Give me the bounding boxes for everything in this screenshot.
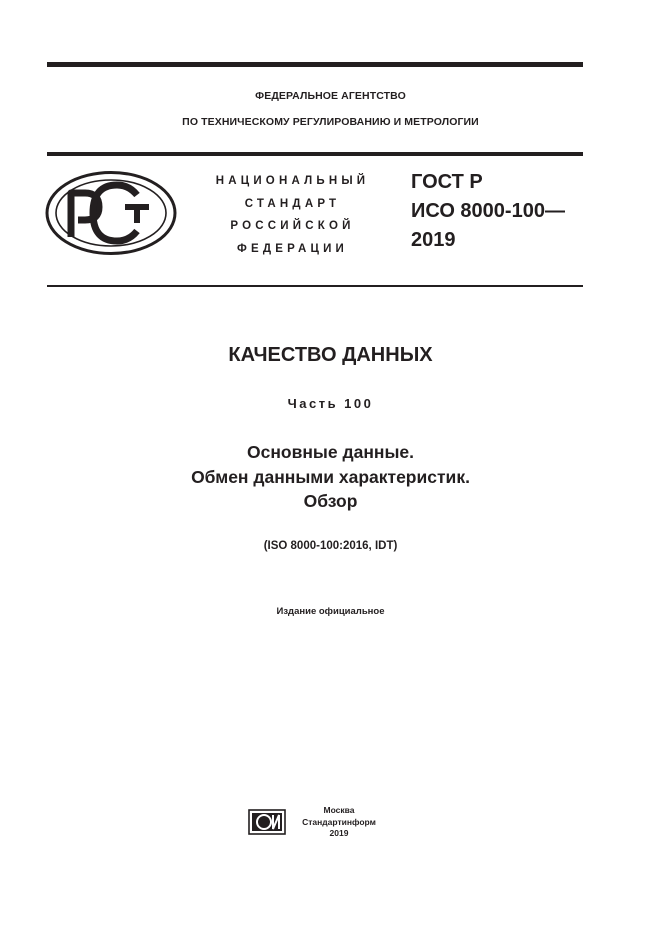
top-rule bbox=[47, 62, 583, 67]
block-bottom-rule bbox=[47, 285, 583, 287]
agency-line-2: ПО ТЕХНИЧЕСКОМУ РЕГУЛИРОВАНИЮ И МЕТРОЛОГИИ bbox=[182, 116, 479, 128]
document-part: Часть 100 bbox=[287, 396, 374, 411]
designation-line-2: ИСО 8000-100— bbox=[411, 200, 565, 222]
standard-designation bbox=[411, 168, 565, 255]
standartinform-logo-icon bbox=[248, 809, 286, 835]
national-line-2: СТАНДАРТ bbox=[244, 197, 341, 210]
subtitle-line-2: Обмен данными характеристик. bbox=[191, 466, 470, 487]
header-divider-rule bbox=[47, 152, 583, 156]
designation-line-1: ГОСТ Р bbox=[411, 171, 483, 193]
agency-line-1: ФЕДЕРАЛЬНОЕ АГЕНТСТВО bbox=[255, 90, 406, 102]
publisher-name: Стандартинформ bbox=[302, 816, 376, 827]
document-title: КАЧЕСТВО ДАННЫХ bbox=[228, 344, 433, 366]
national-line-1: НАЦИОНАЛЬНЫЙ bbox=[215, 175, 370, 187]
subtitle-line-1: Основные данные. bbox=[247, 442, 414, 462]
rst-emblem-icon bbox=[45, 171, 177, 255]
publisher-city: Москва bbox=[323, 805, 355, 815]
publisher-year: 2019 bbox=[329, 828, 349, 838]
edition-label: Издание официальное bbox=[276, 606, 385, 617]
subtitle-line-3: Обзор bbox=[303, 491, 358, 511]
publisher-info bbox=[294, 805, 384, 840]
document-subtitle bbox=[0, 440, 661, 514]
national-line-3: РОССИЙСКОЙ bbox=[230, 220, 355, 232]
iso-reference: (ISO 8000-100:2016, IDT) bbox=[263, 540, 398, 552]
designation-line-3: 2019 bbox=[411, 229, 456, 251]
national-standard-label bbox=[195, 170, 390, 260]
national-line-4: ФЕДЕРАЦИИ bbox=[236, 242, 349, 255]
